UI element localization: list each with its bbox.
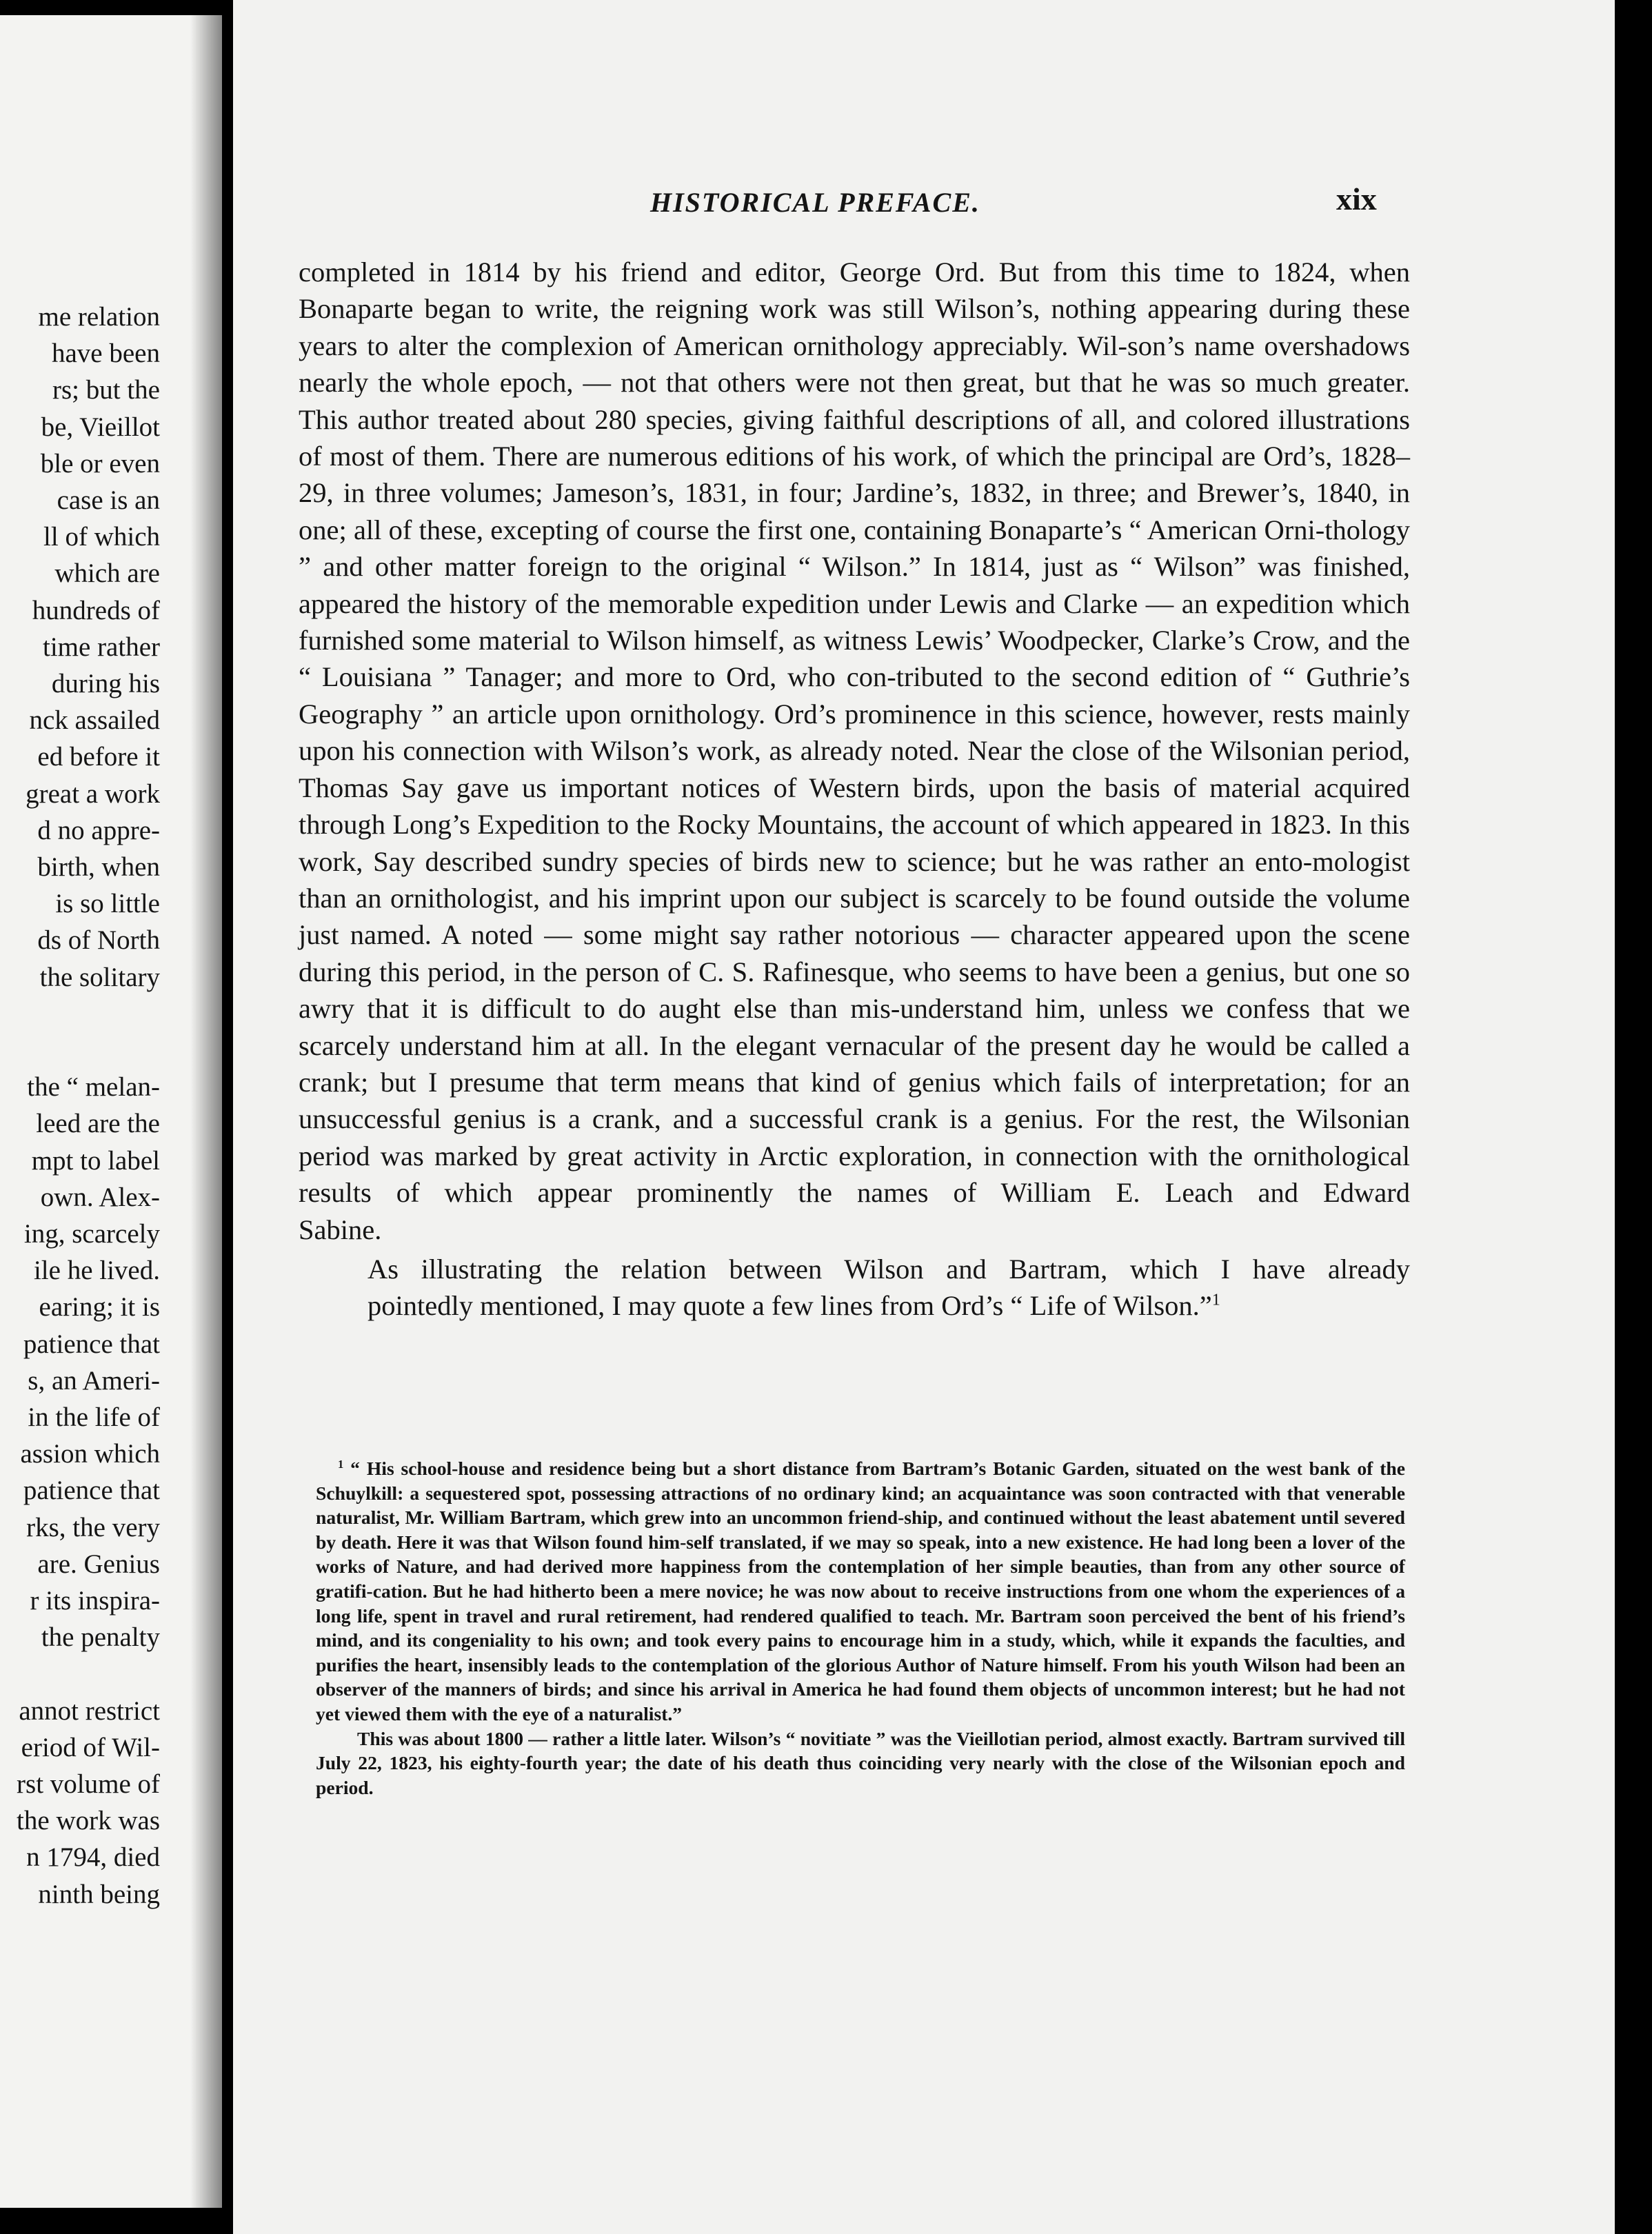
left-page-line: nck assailed [29, 705, 160, 736]
left-page-line: ing, scarcely [23, 1219, 160, 1249]
left-page-line: in the life of [28, 1402, 160, 1432]
left-page-line: is so little [55, 889, 160, 919]
left-page-line: ninth being [38, 1879, 160, 1909]
left-page-line: earing; it is [39, 1292, 160, 1322]
left-page-line: the “ melan- [27, 1072, 160, 1103]
left-page-line: rks, the very [26, 1512, 160, 1542]
left-page-line: leed are the [36, 1109, 160, 1139]
running-head: HISTORICAL PREFACE. [650, 187, 980, 218]
left-page-line: ble or even [40, 448, 160, 479]
footnote-2-text: This was about 1800 — rather a little later. Wilson’s “ novitiate ” was the Vieillotian period, almost exactly. Bartram survived till July 22, 1823, his eighty-fourth year; the date of his death thus coinciding very nearly with the close of the Wilsonian epoch and period. [316, 1727, 1405, 1798]
left-page-line: mpt to label [31, 1145, 160, 1176]
left-page-line: rs; but the [52, 375, 160, 405]
left-page-line: n 1794, died [26, 1842, 160, 1873]
left-page-line: during his [51, 669, 160, 698]
left-page-line: r its inspira- [30, 1586, 160, 1616]
paragraph-2-last-text: pointedly mentioned, I may quote a few lines from Ord’s “ Life of Wilson.” [367, 1290, 1212, 1322]
left-page-line: patience that [23, 1476, 160, 1506]
left-page-line: have been [52, 339, 160, 369]
left-page-line: annot restrict [19, 1695, 160, 1726]
left-page-line: the penalty [41, 1622, 160, 1653]
left-page-line: ed before it [37, 742, 160, 772]
left-page-line: patience that [23, 1329, 160, 1359]
left-page-line: be, Vieillot [41, 412, 160, 442]
left-page-line: which are [54, 558, 160, 589]
paragraph-2-last-line [299, 1287, 1410, 1324]
left-page-line: ds of North [37, 925, 160, 956]
footnote-reference: 1 [1211, 1290, 1220, 1309]
left-page-line: eriod of Wil- [21, 1732, 160, 1762]
left-page-line: rst volume of [17, 1769, 160, 1799]
left-page-line: birth, when [37, 852, 160, 882]
left-page-line: great a work [26, 778, 160, 809]
footnote-2 [316, 1727, 1405, 1800]
left-page-line: me relation [38, 302, 160, 332]
left-page-line: own. Alex- [40, 1182, 160, 1212]
footnote-1 [316, 1456, 1405, 1727]
page-number: xix [1336, 181, 1377, 217]
left-page-line: are. Genius [37, 1549, 160, 1579]
left-page-line: ll of which [43, 522, 160, 552]
left-page-line: assion which [20, 1439, 160, 1469]
left-page-line: time rather [43, 632, 160, 662]
left-page-line: the solitary [39, 962, 160, 992]
left-page-fragment [0, 15, 222, 2208]
left-page-line: s, an Ameri- [28, 1365, 160, 1396]
left-page-line: d no appre- [37, 815, 160, 845]
book-gutter-shadow [190, 15, 222, 2208]
paragraph-2-text: As illustrating the relation between Wilson and Bartram, which I have already [367, 1253, 1410, 1285]
paragraph-1-last-line: Sabine. [299, 1214, 382, 1245]
left-page-line: ile he lived. [33, 1256, 160, 1286]
footnotes [316, 1456, 1405, 1800]
left-page-line: hundreds of [32, 595, 160, 625]
footnote-1-marker: 1 [338, 1457, 344, 1471]
left-page-line: the work was [17, 1806, 160, 1836]
main-body-text [299, 254, 1410, 1325]
paragraph-1-text: completed in 1814 by his friend and editor, George Ord. But from this time to 1824, when Bonaparte began to write, the reigning work was still Wilson’s, nothing appearing during these years to alter the complexion of American ornithology appreciably. Wil-son’s name overshadows nearly the whole epoch, — not that others were not then great, but that he was so much greater. This author treated about 280 species, giving faithful descriptions of all, and colored illustrations of most of them. There are numerous editions of his work, of which the principal are Ord’s, 1828–29, in three volumes; Jameson’s, 1831, in four; Jardine’s, 1832, in three; and Brewer’s, 1840, in one; all of these, excepting of course the first one, containing Bonaparte’s “ American Orni-thology ” and other matter foreign to the original “ Wilson.” In 1814, just as “ Wilson” was finished, appeared the history of the memorable expedition under Lewis and Clarke — an expedition which furnished some material to Wilson himself, as witness Lewis’ Woodpecker, Clarke’s Crow, and the “ Louisiana ” Tanager; and more to Ord, who con-tributed to the second edition of “ Guthrie’s Geography ” an article upon ornithology. Ord’s prominence in this science, however, rests mainly upon his connection with Wilson’s work, as already noted. Near the close of the Wilsonian period, Thomas Say gave us important notices of Western birds, upon the basis of material acquired through Long’s Expedition to the Rocky Mountains, the account of which appeared in 1823. In this work, Say described sundry species of birds new to science; but he was rather an ento-mologist than an ornithologist, and his imprint upon our subject is scarcely to be found outside the volume just named. A noted — some might say rather notorious — character appeared upon the scene during this period, in the person of C. S. Rafinesque, who seems to have been a genius, but one so awry that it is difficult to do aught else than mis-understand him, unless we confess that we scarcely understand him at all. In the elegant vernacular of the present day he would be called a crank; but I presume that term means that kind of genius which fails of interpretation; for an unsuccessful genius is a crank, and a successful crank is a genius. For the rest, the Wilsonian period was marked by great activity in Arctic exploration, in connection with the ornithological results of which appear prominently the names of William E. Leach and Edward [299, 256, 1410, 1209]
right-page [233, 0, 1615, 2234]
left-page-line: case is an [57, 485, 160, 515]
footnote-1-text: “ His school-house and residence being but a short distance from Bartram’s Botanic Garden, situated on the west bank of the Schuylkill: a sequestered spot, possessing attractions of no ordinary kind; an acquaintance was soon contracted with that venerable naturalist, Mr. William Bartram, which grew into an uncommon friend-ship, and continued without the least abatement until severed by death. Here it was that Wilson found him-self translated, if we may so speak, into a new existence. He had long been a lover of the works of Nature, and had derived more happiness from the contemplation of her simple beauties, than from any other source of gratifi-cation. But he had hitherto been a mere novice; he was now about to receive instructions from one whom the experiences of a long life, spent in travel and rural retirement, had rendered qualified to teach. Mr. Bartram soon perceived the bent of his friend’s mind, and its congeniality to his own; and took every pains to encourage him in a study, which, while it expands the faculties, and purifies the heart, insensibly leads to the contemplation of the glorious Author of Nature himself. From his youth Wilson had been an observer of the manners of birds; and since his arrival in America he had found them objects of uncommon interest; but he had not yet viewed them with the eye of a naturalist.” [316, 1458, 1405, 1724]
paragraph-1 [299, 254, 1410, 1248]
scan-border [1615, 0, 1652, 2234]
paragraph-2 [299, 1251, 1410, 1325]
